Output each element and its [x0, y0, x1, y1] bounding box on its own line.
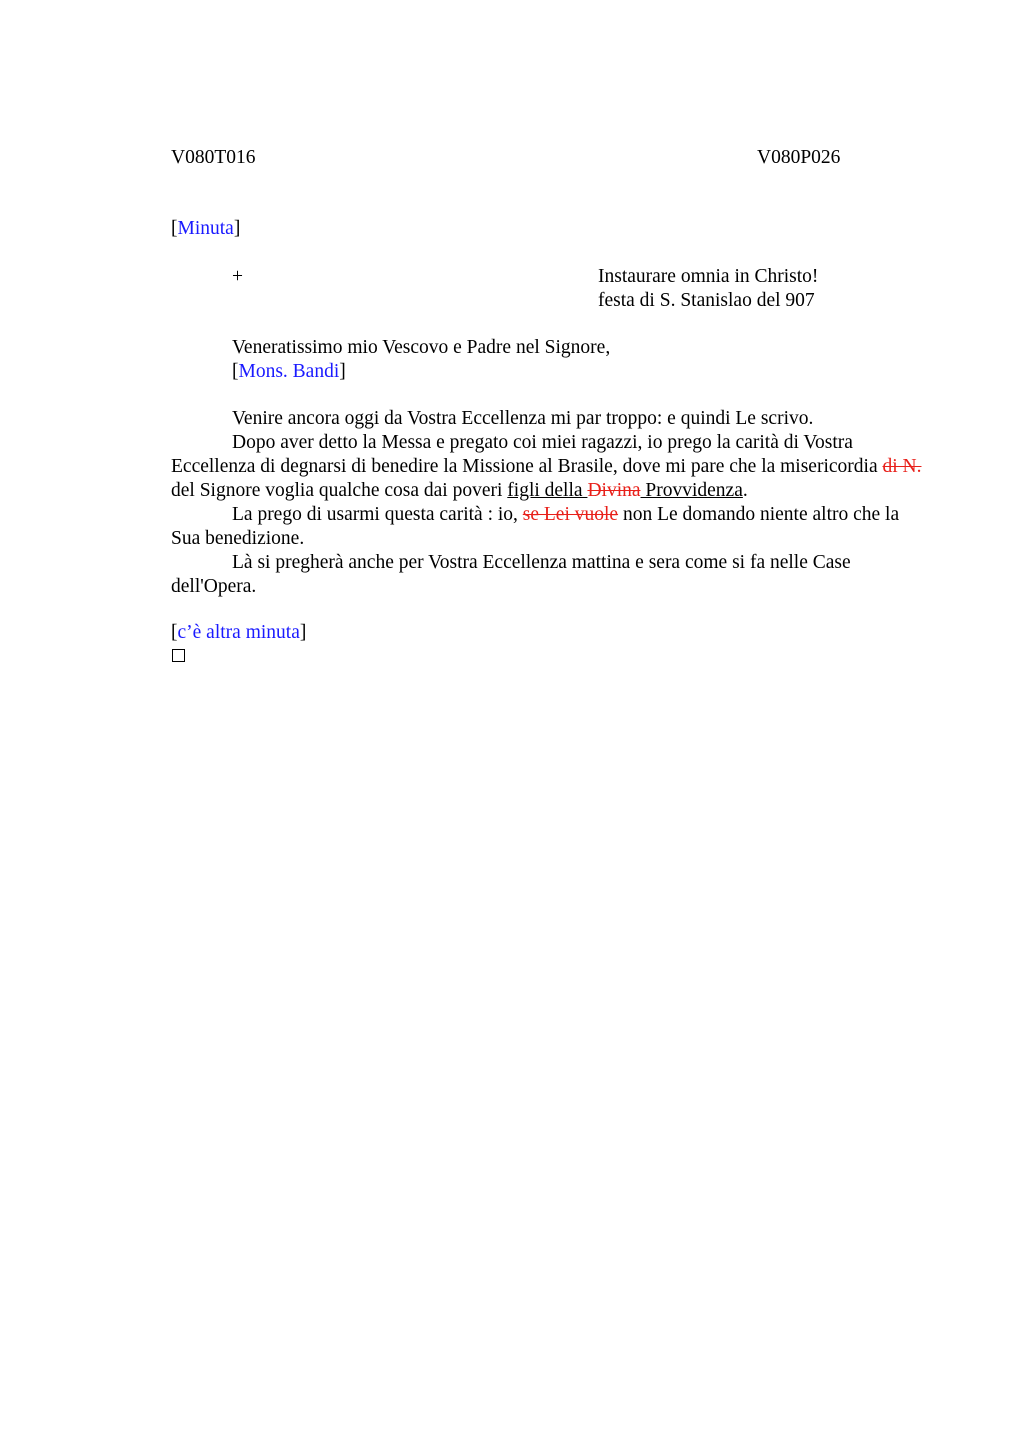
minuta-annotation: [Minuta] — [171, 218, 241, 239]
minuta-label: Minuta — [177, 218, 234, 239]
paragraph-3-text-a: La prego di usarmi questa carità : io, — [232, 504, 523, 525]
paragraph-2 — [171, 431, 931, 503]
deleted-text: se Lei vuole — [522, 504, 619, 525]
cross-symbol: + — [232, 266, 243, 287]
checkbox-square-icon — [172, 649, 185, 662]
paragraph-3-text-b: non Le domando niente altro che la Sua benedizione. — [171, 504, 900, 549]
paragraph-4: Là si pregherà anche per Vostra Eccellenza mattina e sera come si fa nelle Case dell'Opera. — [171, 552, 851, 597]
underlined-text: figli della — [507, 480, 588, 501]
recipient-annotation: [Mons. Bandi] — [232, 361, 346, 382]
footer-annotation: [c’è altra minuta] — [171, 622, 307, 643]
paragraph-2-text-b: del Signore voglia qualche cosa dai poveri — [171, 480, 508, 501]
deleted-text: Divina — [587, 480, 641, 501]
date-line: festa di S. Stanislao del 907 — [598, 290, 815, 311]
paragraph-3 — [171, 503, 931, 551]
salutation: Veneratissimo mio Vescovo e Padre nel Signore, — [232, 337, 611, 358]
deleted-text: di N. — [882, 456, 922, 477]
underlined-text: Provvidenza — [640, 480, 743, 501]
recipient-name: Mons. Bandi — [238, 361, 340, 382]
motto: Instaurare omnia in Christo! — [598, 266, 819, 287]
paragraph-2-text-c: . — [742, 480, 748, 501]
footer-note: c’è altra minuta — [177, 622, 300, 643]
paragraph-1: Venire ancora oggi da Vostra Eccellenza mi par troppo: e quindi Le scrivo. — [232, 408, 814, 429]
paragraph-2-text-a: Dopo aver detto la Messa e pregato coi miei ragazzi, io prego la carità di Vostra Eccellenza di degnarsi di benedire la Missione al Brasile, dove mi pare che la misericordia — [171, 432, 883, 477]
document-code-right: V080P026 — [757, 147, 841, 168]
document-code-left: V080T016 — [171, 147, 256, 168]
